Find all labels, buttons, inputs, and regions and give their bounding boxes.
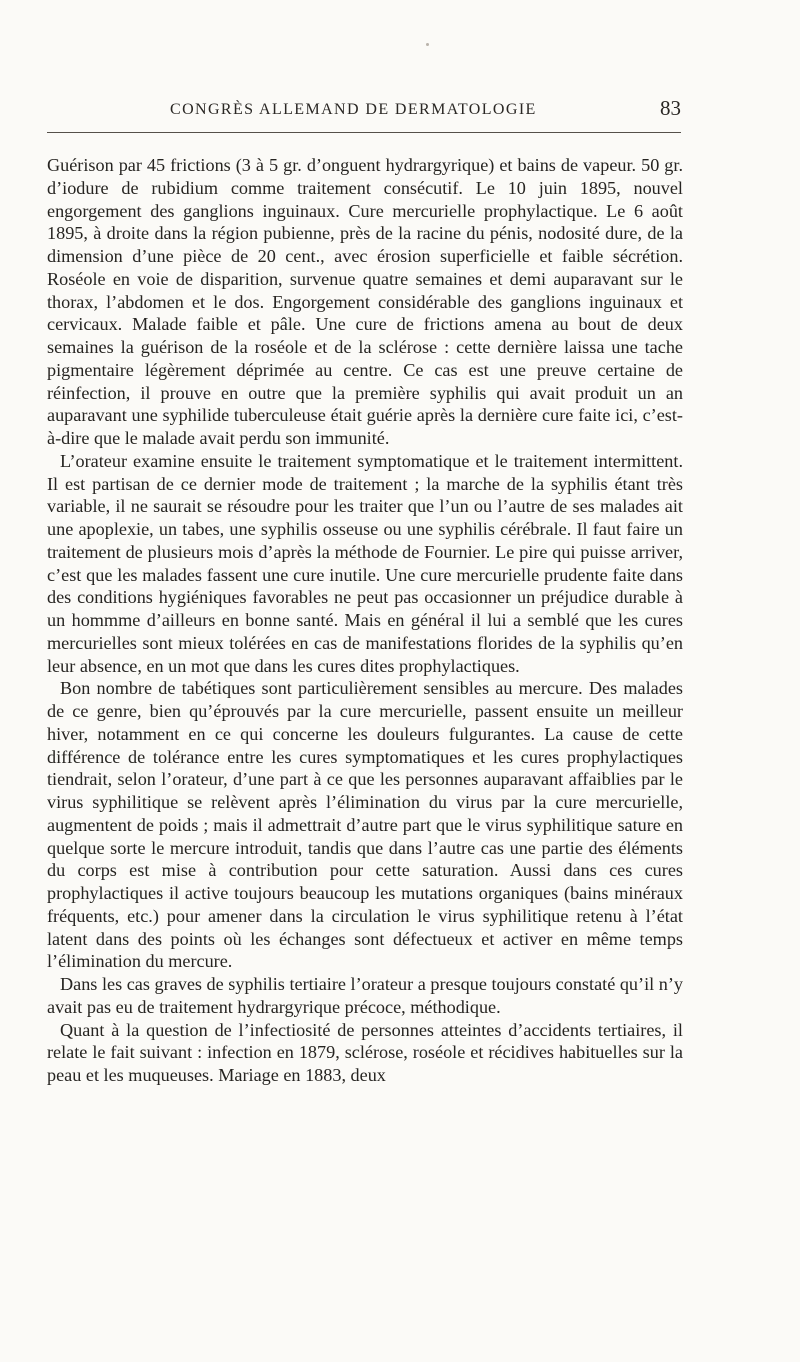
paragraph-5: Quant à la question de l’infectiosité de personnes atteintes d’accidents tertiaires, il relate le fait suivant : infection en 1879, sclérose, roséole et récidives habituelles sur la peau et les muqueuses. Mariage en 1883, deux [47, 1019, 683, 1085]
page-number: 83 [660, 96, 681, 120]
header-rule [47, 132, 681, 133]
paragraph-1: Guérison par 45 frictions (3 à 5 gr. d’onguent hydrargyrique) et bains de vapeur. 50 gr. d’iodure de rubidium comme traitement consécutif. Le 10 juin 1895, nouvel engorgement des ganglions inguinaux. Cure mercurielle prophylactique. Le 6 août 1895, à droite dans la région pubienne, près de la racine du pénis, nodosité dure, de la dimension d’une pièce de 20 cent., avec érosion superficielle et faible sécrétion. Roséole en voie de disparition, survenue quatre semaines et demi auparavant sur le thorax, l’abdomen et le dos. Engorgement considérable des ganglions inguinaux et cervicaux. Malade faible et pâle. Une cure de frictions amena au bout de deux semaines la guérison de la roséole et de la sclérose : cette dernière laissa une tache pigmentaire légèrement déprimée au centre. Ce cas est une preuve certaine de réinfection, il prouve en outre que la première syphilis qui avait produit un an auparavant une syphilide tuberculeuse était guérie après la dernière cure faite ici, c’est-à-dire que le malade avait perdu son immunité. [47, 155, 683, 448]
paragraph-3: Bon nombre de tabétiques sont particulièrement sensibles au mercure. Des malades de ce genre, bien qu’éprouvés par la cure mercurielle, passent ensuite un meilleur hiver, notamment en ce qui concerne les douleurs fulgurantes. La cause de cette différence de tolérance entre les cures symptomatiques et les cures prophylactiques tiendrait, selon l’orateur, d’une part à ce que les personnes auparavant affaiblies par le virus syphilitique se relèvent après l’élimination du virus par la cure mercurielle, augmentent de poids ; mais il admettrait d’autre part que le virus syphilitique sature en quelque sorte le mercure introduit, tandis que dans l’autre cas une partie des éléments du corps est mise à contribution pour cette saturation. Aussi dans ces cures prophylactiques il active toujours beaucoup les mutations organiques (bains minéraux fréquents, etc.) pour amener dans la circulation le virus syphilitique retenu à l’état latent dans des points où les échanges sont défectueux et activer en même temps l’élimination du mercure. [47, 678, 683, 972]
body-text [47, 154, 683, 1087]
running-header [170, 96, 681, 122]
running-header-title: CONGRÈS ALLEMAND DE DERMATOLOGIE [170, 101, 537, 118]
paragraph-4: Dans les cas graves de syphilis tertiaire l’orateur a presque toujours constaté qu’il n’y avait pas eu de traitement hydrargyrique précoce, méthodique. [47, 974, 683, 1017]
paragraph-2: L’orateur examine ensuite le traitement symptomatique et le traitement intermittent. Il est partisan de ce dernier mode de traitement ; la marche de la syphilis étant très variable, il ne saurait se résoudre pour les traiter que l’un ou l’autre de ses malades ait une apoplexie, un tabes, une syphilis osseuse ou une syphilis cérébrale. Il faut faire un traitement de plusieurs mois d’après la méthode de Fournier. Le pire qui puisse arriver, c’est que les malades fassent une cure inutile. Une cure mercurielle prudente faite dans des conditions hygiéniques favorables ne peut pas occasionner un préjudice durable à un hommme d’ailleurs en bonne santé. Mais en général il lui a semblé que les cures mercurielles sont mieux tolérées en cas de manifestations florides de la syphilis qu’en leur absence, en un mot que dans les cures dites prophylactiques. [47, 450, 683, 676]
print-speck [426, 43, 429, 46]
